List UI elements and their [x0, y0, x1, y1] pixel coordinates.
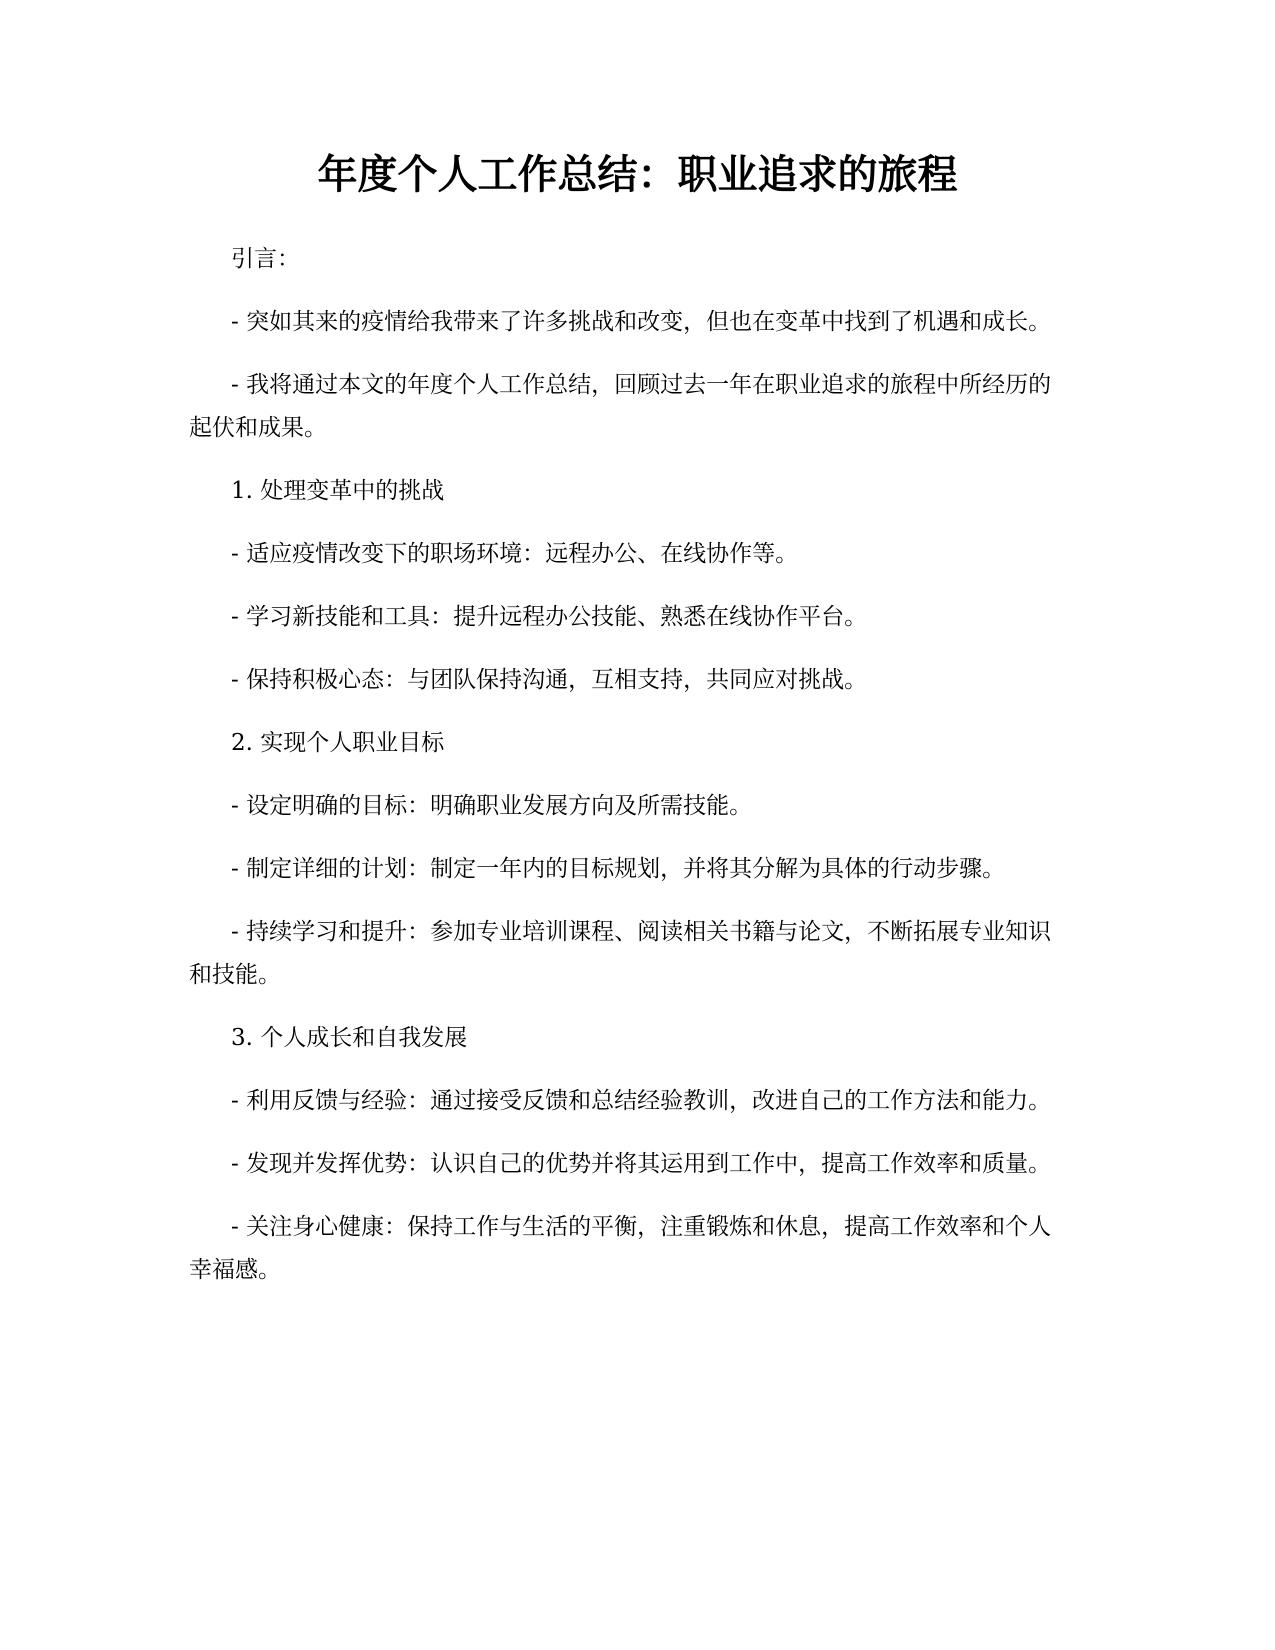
document-body: [189, 238, 1074, 1312]
list-item: - 适应疫情改变下的职场环境：远程办公、在线协作等。: [231, 541, 799, 567]
intro-heading: 引言：: [231, 246, 300, 272]
list-item: - 持续学习和提升：参加专业培训课程、阅读相关书籍与论文，不断拓展专业知识和技能。: [189, 919, 1052, 988]
intro-paragraph: - 突如其来的疫情给我带来了许多挑战和改变，但也在变革中找到了机遇和成长。: [231, 309, 1052, 335]
list-item: - 利用反馈与经验：通过接受反馈和总结经验教训，改进自己的工作方法和能力。: [231, 1088, 1052, 1114]
list-item: - 发现并发挥优势：认识自己的优势并将其运用到工作中，提高工作效率和质量。: [231, 1151, 1052, 1177]
section-heading: 3. 个人成长和自我发展: [231, 1025, 468, 1051]
list-item: - 制定详细的计划：制定一年内的目标规划，并将其分解为具体的行动步骤。: [231, 856, 1006, 882]
list-item: - 设定明确的目标：明确职业发展方向及所需技能。: [231, 793, 753, 819]
list-item: - 关注身心健康：保持工作与生活的平衡，注重锻炼和休息，提高工作效率和个人幸福感。: [189, 1214, 1052, 1283]
list-item: - 学习新技能和工具：提升远程办公技能、熟悉在线协作平台。: [231, 604, 868, 630]
document-title: 年度个人工作总结：职业追求的旅程: [317, 152, 958, 198]
intro-paragraph: - 我将通过本文的年度个人工作总结，回顾过去一年在职业追求的旅程中所经历的起伏和成果。: [189, 372, 1052, 441]
section-heading: 2. 实现个人职业目标: [231, 730, 445, 756]
list-item: - 保持积极心态：与团队保持沟通，互相支持，共同应对挑战。: [231, 667, 868, 693]
section-heading: 1. 处理变革中的挑战: [231, 478, 445, 504]
